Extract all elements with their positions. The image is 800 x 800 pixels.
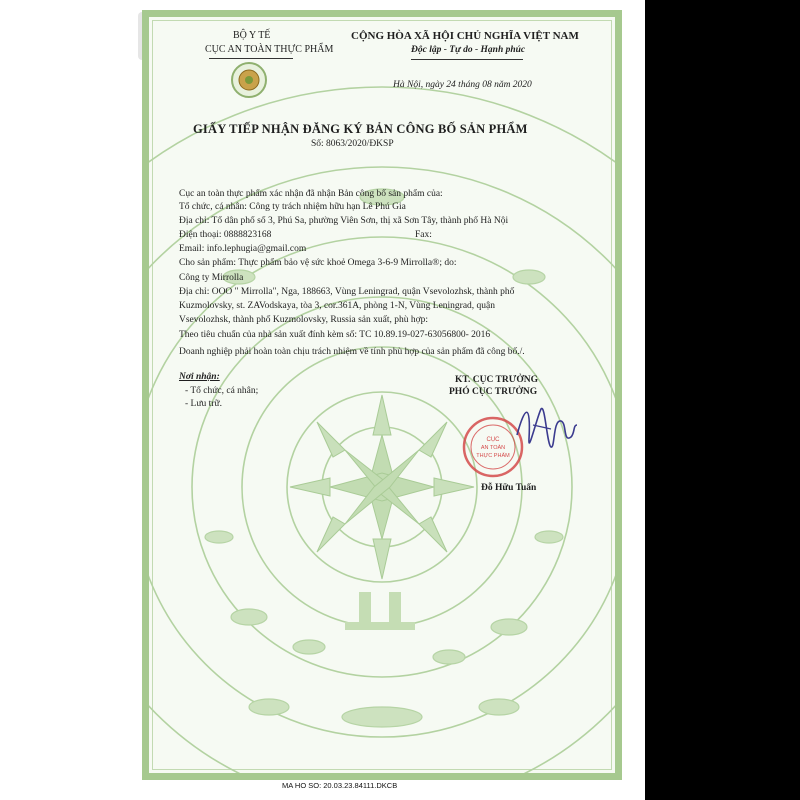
agency-logo-icon [229,60,269,100]
signatory-title: KT. CỤC TRƯỞNG [455,375,538,385]
document-title: GIẤY TIẾP NHẬN ĐĂNG KÝ BẢN CÔNG BỐ SẢN PHẨM [193,122,528,136]
body-line: Doanh nghiệp phải hoàn toàn chịu trách nhiệm về tính phù hợp của sản phẩm đã công bố./. [179,347,525,357]
svg-text:THỰC PHẨM: THỰC PHẨM [476,453,510,459]
agency-name: CỤC AN TOÀN THỰC PHẨM [205,44,334,55]
handwritten-signature-icon [511,395,581,465]
recipients-label: Nơi nhận: [179,372,220,382]
body-line: Địa chỉ: Tổ dân phố số 3, Phú Sa, phường Viên Sơn, thị xã Sơn Tây, thành phố Hà Nội [179,216,509,226]
agency-underline [209,58,293,59]
body-line: Cục an toàn thực phẩm xác nhận đã nhận Bản công bố sản phẩm của: [179,189,443,199]
body-line: Vsevolozhsk, thành phố Kuzmolovsky, Russia sản xuất, phù hợp: [179,315,429,325]
ministry-name: BỘ Y TẾ [233,30,271,41]
signatory-subtitle: PHÓ CỤC TRƯỞNG [449,387,538,397]
body-line: Điện thoại: 0888823168 [179,230,272,240]
signer-name: Đỗ Hữu Tuấn [481,483,537,493]
recipient-item: - Lưu trữ. [185,399,222,409]
body-line: Cho sản phẩm: Thực phẩm bảo vệ sức khoẻ Omega 3-6-9 Mirrolla®; do: [179,258,457,268]
nation-name: CỘNG HÒA XÃ HỘI CHỦ NGHĨA VIỆT NAM [351,30,579,42]
body-line: Tổ chức, cá nhân: Công ty trách nhiệm hữu hạn Lê Phú Gia [179,202,406,212]
svg-text:AN TOÀN: AN TOÀN [480,445,506,451]
recipient-item: - Tổ chức, cá nhân; [185,386,259,396]
place-date: Hà Nội, ngày 24 tháng 08 năm 2020 [393,80,532,90]
certificate-document [142,10,622,780]
national-motto: Độc lập - Tự do - Hạnh phúc [411,45,526,55]
body-line: Kuzmolovsky, st. ZAVodskaya, tòa 3, cor.361A, phòng 1-N, Vùng Leningrad, quận [179,301,496,311]
dark-margin [645,0,800,800]
motto-underline [411,59,523,60]
document-number: Số: 8063/2020/ĐKSP [311,139,394,149]
body-line: Theo tiêu chuẩn của nhà sản xuất đính kèm số: TC 10.89.19-027-63056800- 2016 [179,330,491,340]
body-line: Công ty Mirrolla [179,273,244,283]
body-line: Địa chỉ: OOO " Mirrolla", Nga, 188663, Vùng Leningrad, quận Vsevolozhsk, thành phố [179,287,515,297]
svg-text:CỤC: CỤC [486,437,500,443]
fax-label: Fax: [415,230,432,240]
body-line: Email: info.lephugia@gmail.com [179,244,307,254]
file-code: MA HO SO: 20.03.23.84111.DKCB [282,781,398,790]
